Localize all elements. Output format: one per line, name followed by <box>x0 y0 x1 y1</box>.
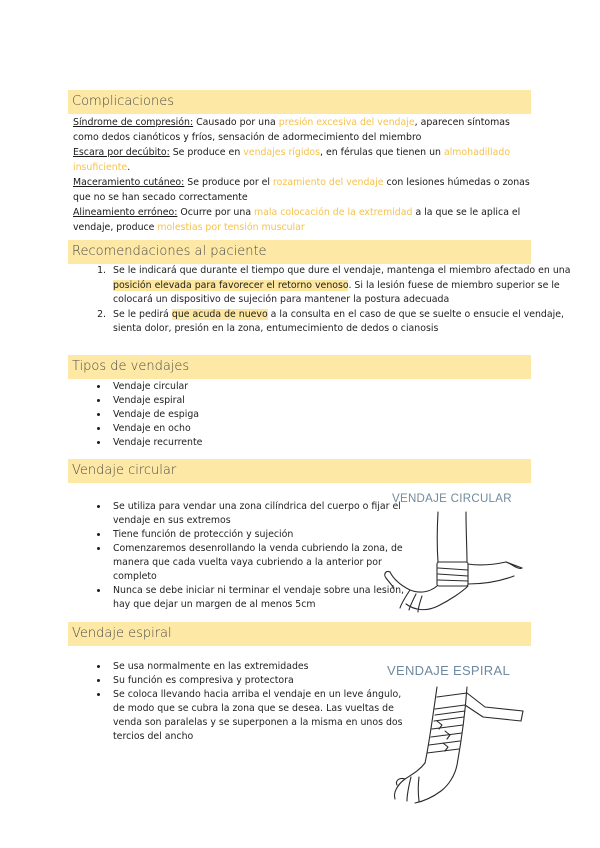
recomendaciones-list <box>73 264 571 337</box>
list-item: • Su función es compresiva y protectora <box>109 674 407 688</box>
list-item: • Vendaje espiral <box>109 394 409 408</box>
list-item: • Nunca se debe iniciar ni terminar el vendaje sobre una lesión, hay que dejar un margen de al menos 5cm <box>109 584 407 612</box>
list-item: • Vendaje circular <box>109 380 409 394</box>
section-title: Recomendaciones al paciente <box>72 244 267 259</box>
espiral-image-title: VENDAJE ESPIRAL <box>387 663 510 678</box>
section-title: Vendaje circular <box>72 463 177 478</box>
complicaciones-text <box>73 115 535 235</box>
section-title: Tipos de vendajes <box>72 359 190 374</box>
list-item: 1. Se le indicará que durante el tiempo que dure el vendaje, mantenga el miembro afectado en una posición elevada para favorecer el retorno venoso. Si la lesión fuese de miembro superior se le colocará un dispositivo de sujeción para mantener la postura adecuada <box>109 264 571 308</box>
complication-escara: Escara por decúbito: Se produce en vendajes rígidos, en férulas que tienen un almohadillado insuficiente. <box>73 147 511 173</box>
list-item: 2. Se le pedirá que acuda de nuevo a la consulta en el caso de que se suelte o ensucie el vendaje, sienta dolor, presión en la zona, entumecimiento de dedos o cianosis <box>109 308 571 337</box>
complication-alineamiento: Alineamiento erróneo: Ocurre por una mala colocación de la extremidad a la que se le aplica el vendaje, produce molestias por tensión muscular <box>73 207 521 233</box>
list-item: • Vendaje en ocho <box>109 422 409 436</box>
circular-list <box>73 500 407 612</box>
section-title: Complicaciones <box>72 94 175 109</box>
list-item: • Vendaje recurrente <box>109 436 409 450</box>
complication-maceramiento: Maceramiento cutáneo: Se produce por el rozamiento del vendaje con lesiones húmedas o zonas que no se han secado correctamente <box>73 177 530 203</box>
list-item: • Se usa normalmente en las extremidades <box>109 660 407 674</box>
spiral-bandage-illustration <box>385 685 525 805</box>
espiral-list <box>73 660 407 744</box>
section-header-circular <box>68 459 531 483</box>
section-header-espiral <box>68 622 531 646</box>
list-item: • Se coloca llevando hacia arriba el vendaje en un leve ángulo, de modo que se cubra la zona que se desea. Las vueltas de venda son paralelas y se superponen a la misma en unos dos tercios del ancho <box>109 688 407 744</box>
list-item: • Comenzaremos desenrollando la venda cubriendo la zona, de manera que cada vuelta vaya cubriendo a la anterior por completo <box>109 542 407 584</box>
section-header-tipos <box>68 355 531 379</box>
circular-bandage-illustration <box>380 510 530 615</box>
section-header-complicaciones <box>68 90 531 114</box>
list-item: • Vendaje de espiga <box>109 408 409 422</box>
complication-compresion: Síndrome de compresión: Causado por una presión excesiva del vendaje, aparecen síntomas como dedos cianóticos y fríos, sensación de adormecimiento del miembro <box>73 117 510 143</box>
list-item: • Tiene función de protección y sujeción <box>109 528 407 542</box>
circular-image-title: VENDAJE CIRCULAR <box>392 493 512 505</box>
section-header-recomendaciones <box>68 240 531 264</box>
list-item: • Se utiliza para vendar una zona cilíndrica del cuerpo o fijar el vendaje en sus extremos <box>109 500 407 528</box>
tipos-list <box>73 380 409 450</box>
section-title: Vendaje espiral <box>72 626 172 641</box>
